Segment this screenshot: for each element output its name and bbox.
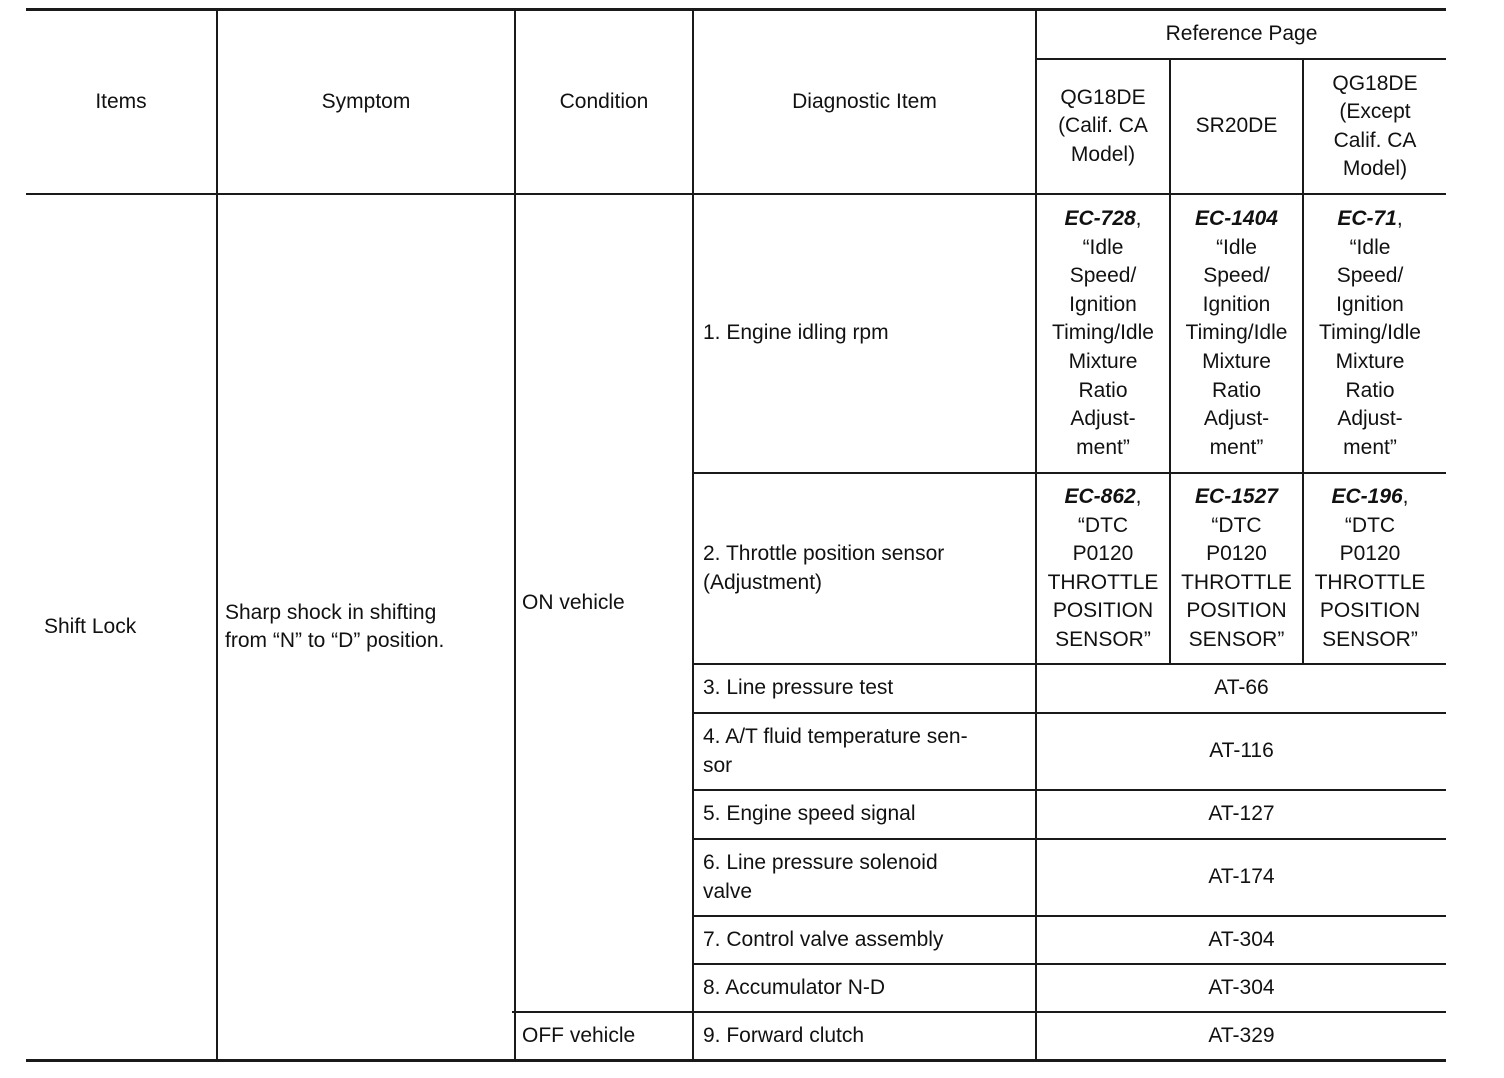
diagnostic-item-2: 2. Throttle position sensor (Adjustment) [703, 542, 945, 594]
header-sr20de: SR20DE [1195, 114, 1278, 138]
diagnostic-item-5: 5. Engine speed signal [703, 802, 916, 826]
reference-cell: AT-304 [1208, 975, 1275, 999]
header-items: Items [95, 89, 147, 113]
reference-cell: EC-728, “Idle Speed/ Ignition Timing/Idle Mixture Ratio Adjust- ment” [1052, 207, 1154, 459]
item-cell: Shift Lock [44, 614, 137, 638]
header-qg18de-except-calif: QG18DE (Except Calif. CA Model) [1332, 71, 1418, 180]
condition-off-vehicle: OFF vehicle [522, 1023, 636, 1047]
condition-on-vehicle: ON vehicle [522, 590, 625, 614]
header-symptom: Symptom [321, 89, 411, 113]
reference-cell: AT-127 [1208, 802, 1275, 826]
header-qg18de-calif: QG18DE (Calif. CA Model) [1058, 85, 1148, 166]
diagnostic-item-3: 3. Line pressure test [703, 676, 894, 700]
reference-cell: EC-1527 “DTC P0120 THROTTLE POSITION SENSOR” [1181, 485, 1292, 651]
reference-cell: EC-196, “DTC P0120 THROTTLE POSITION SENSOR” [1314, 485, 1426, 651]
reference-cell: AT-66 [1214, 676, 1269, 700]
diagnostic-item-7: 7. Control valve assembly [703, 927, 944, 951]
diagnostic-item-8: 8. Accumulator N-D [703, 975, 886, 999]
header-diagnostic-item: Diagnostic Item [792, 89, 937, 113]
diagnostic-table [26, 8, 1446, 1064]
reference-cell: AT-329 [1208, 1023, 1275, 1047]
reference-cell: AT-116 [1209, 739, 1274, 763]
diagnostic-item-9: 9. Forward clutch [703, 1023, 865, 1047]
header-reference-page: Reference Page [1165, 22, 1318, 46]
table-bottom-rule [26, 1059, 1446, 1062]
diagnostic-item-4: 4. A/T fluid temperature sen- sor [703, 725, 968, 777]
diagnostic-item-6: 6. Line pressure solenoid valve [703, 851, 938, 903]
reference-cell: EC-1404 “Idle Speed/ Ignition Timing/Idle Mixture Ratio Adjust- ment” [1185, 207, 1288, 459]
reference-cell: AT-304 [1208, 927, 1275, 951]
diagnostic-item-1: 1. Engine idling rpm [703, 321, 889, 345]
reference-cell: EC-71, “Idle Speed/ Ignition Timing/Idle Mixture Ratio Adjust- ment” [1319, 207, 1421, 459]
reference-cell: AT-174 [1208, 865, 1275, 889]
header-condition: Condition [559, 89, 649, 113]
symptom-cell: Sharp shock in shifting from “N” to “D” position. [225, 600, 445, 652]
reference-cell: EC-862, “DTC P0120 THROTTLE POSITION SENSOR” [1047, 485, 1159, 651]
